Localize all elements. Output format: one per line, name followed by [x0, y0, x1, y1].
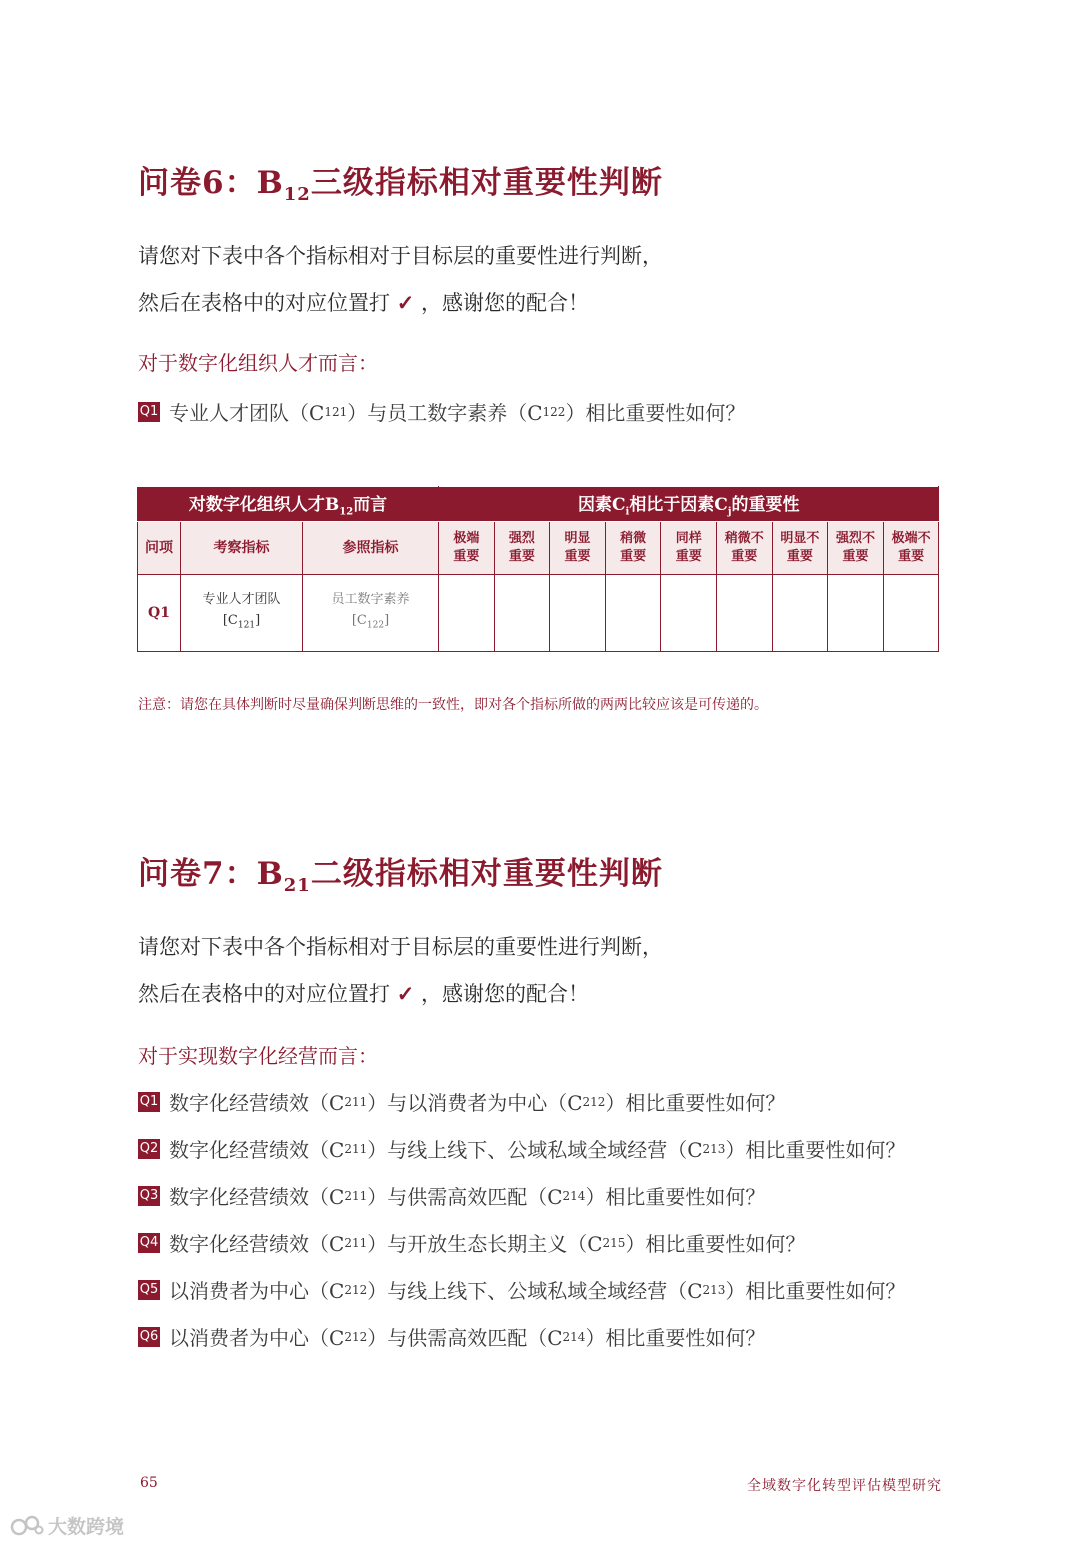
question-text-a: 专业人才团队（C: [169, 401, 325, 425]
question-badge: Q5: [138, 1280, 160, 1300]
question-text-b: ）与开放生态长期主义（C: [367, 1232, 603, 1256]
question-item: [138, 1087, 785, 1116]
question-item: [138, 397, 745, 426]
answer-cell[interactable]: [494, 575, 550, 652]
watermark: 大数跨境: [10, 1512, 124, 1539]
question-subscript-b: 122: [542, 404, 566, 419]
question-subscript-b: 214: [562, 1329, 586, 1344]
question-badge: Q3: [138, 1186, 160, 1206]
question-badge: Q4: [138, 1233, 160, 1253]
scale-header: 极端 重要: [439, 522, 495, 575]
answer-cell[interactable]: [828, 575, 884, 652]
question-text-b: ）与员工数字素养（C: [347, 401, 543, 425]
answer-cell[interactable]: [439, 575, 495, 652]
scale-header: 明显不 重要: [772, 522, 828, 575]
question-text-a: 数字化经营绩效（C: [169, 1232, 345, 1256]
question-text-b: ）与以消费者为中心（C: [367, 1091, 583, 1115]
scale-header: 强烈 重要: [494, 522, 550, 575]
question-text-c: ）相比重要性如何？: [725, 1138, 906, 1162]
question-text-a: 以消费者为中心（C: [169, 1279, 345, 1303]
question-badge: Q6: [138, 1327, 160, 1347]
answer-cell[interactable]: [717, 575, 773, 652]
scale-header: 极端不 重要: [883, 522, 939, 575]
page-number: 65: [140, 1475, 158, 1491]
section6-lead: 对于数字化组织人才而言：: [138, 351, 378, 375]
comparison-table: [137, 486, 939, 652]
checkmark-icon: ✓: [396, 981, 415, 1006]
question-subscript-b: 213: [702, 1282, 726, 1297]
table-group-header-left: 对数字化组织人才$B_{12}$而言: [138, 487, 439, 522]
report-title: 全域数字化转型评估模型研究: [747, 1478, 942, 1494]
question-item: [138, 1228, 805, 1257]
section7-title: 问卷7：$B_{21}$二级指标相对重要性判断: [138, 856, 663, 897]
row-reference: 员工数字素养 $[C_{122}]$: [303, 575, 439, 652]
section7-instruction-2: 然后在表格中的对应位置打 ✓ ，感谢您的配合！: [138, 981, 589, 1006]
question-subscript-a: 212: [344, 1329, 368, 1344]
question-item: [138, 1322, 765, 1351]
question-subscript-a: 211: [344, 1188, 368, 1203]
question-text-c: ）相比重要性如何？: [585, 1326, 766, 1350]
question-text-c: ）相比重要性如何？: [565, 401, 746, 425]
column-header-question: 问项: [138, 522, 181, 575]
section6-title: 问卷6：$B_{12}$三级指标相对重要性判断: [138, 165, 663, 206]
question-text-c: ）相比重要性如何？: [725, 1279, 906, 1303]
column-header-reference: 参照指标: [303, 522, 439, 575]
question-text-b: ）与供需高效匹配（C: [367, 1326, 563, 1350]
question-badge: Q1: [138, 1092, 160, 1112]
table-group-header-right: 因素$C_i$相比于因素$C_j$的重要性: [439, 487, 939, 522]
scale-header: 稍微不 重要: [717, 522, 773, 575]
question-subscript-b: 214: [562, 1188, 586, 1203]
scale-header: 同样 重要: [661, 522, 717, 575]
question-item: [138, 1275, 905, 1304]
question-item: [138, 1181, 765, 1210]
column-header-indicator: 考察指标: [181, 522, 303, 575]
question-subscript-a: 211: [344, 1235, 368, 1250]
row-question-id: Q1: [138, 575, 181, 652]
question-subscript-b: 212: [582, 1094, 606, 1109]
question-text-c: ）相比重要性如何？: [605, 1091, 786, 1115]
question-subscript-b: 213: [702, 1141, 726, 1156]
question-badge: Q1: [138, 402, 160, 422]
answer-cell[interactable]: [605, 575, 661, 652]
question-item: [138, 1134, 905, 1163]
section6-instruction-1: 请您对下表中各个指标相对于目标层的重要性进行判断，: [138, 244, 663, 268]
scale-header: 明显 重要: [550, 522, 606, 575]
scale-header: 强烈不 重要: [828, 522, 884, 575]
note-text: 注意：请您在具体判断时尽量确保判断思维的一致性，即对各个指标所做的两两比较应该是可传递的。: [138, 697, 768, 713]
question-text-c: ）相比重要性如何？: [625, 1232, 806, 1256]
question-text-b: ）与线上线下、公域私域全域经营（C: [367, 1279, 703, 1303]
section6-instruction-2: 然后在表格中的对应位置打 ✓ ，感谢您的配合！: [138, 290, 589, 315]
answer-cell[interactable]: [883, 575, 939, 652]
question-subscript-a: 212: [344, 1282, 368, 1297]
section7-lead: 对于实现数字化经营而言：: [138, 1044, 378, 1068]
checkmark-icon: ✓: [396, 290, 415, 315]
question-text-a: 数字化经营绩效（C: [169, 1185, 345, 1209]
question-text-a: 以消费者为中心（C: [169, 1326, 345, 1350]
question-subscript-a: 211: [344, 1094, 368, 1109]
answer-cell[interactable]: [550, 575, 606, 652]
question-subscript-a: 211: [344, 1141, 368, 1156]
question-subscript-a: 121: [324, 404, 348, 419]
question-text-a: 数字化经营绩效（C: [169, 1091, 345, 1115]
watermark-logo-icon: [10, 1513, 44, 1539]
row-indicator: 专业人才团队 $[C_{121}]$: [181, 575, 303, 652]
scale-header: 稍微 重要: [605, 522, 661, 575]
question-subscript-b: 215: [602, 1235, 626, 1250]
section7-instruction-1: 请您对下表中各个指标相对于目标层的重要性进行判断，: [138, 935, 663, 959]
question-text-c: ）相比重要性如何？: [585, 1185, 766, 1209]
answer-cell[interactable]: [772, 575, 828, 652]
question-badge: Q2: [138, 1139, 160, 1159]
question-text-b: ）与供需高效匹配（C: [367, 1185, 563, 1209]
question-text-a: 数字化经营绩效（C: [169, 1138, 345, 1162]
answer-cell[interactable]: [661, 575, 717, 652]
question-text-b: ）与线上线下、公域私域全域经营（C: [367, 1138, 703, 1162]
